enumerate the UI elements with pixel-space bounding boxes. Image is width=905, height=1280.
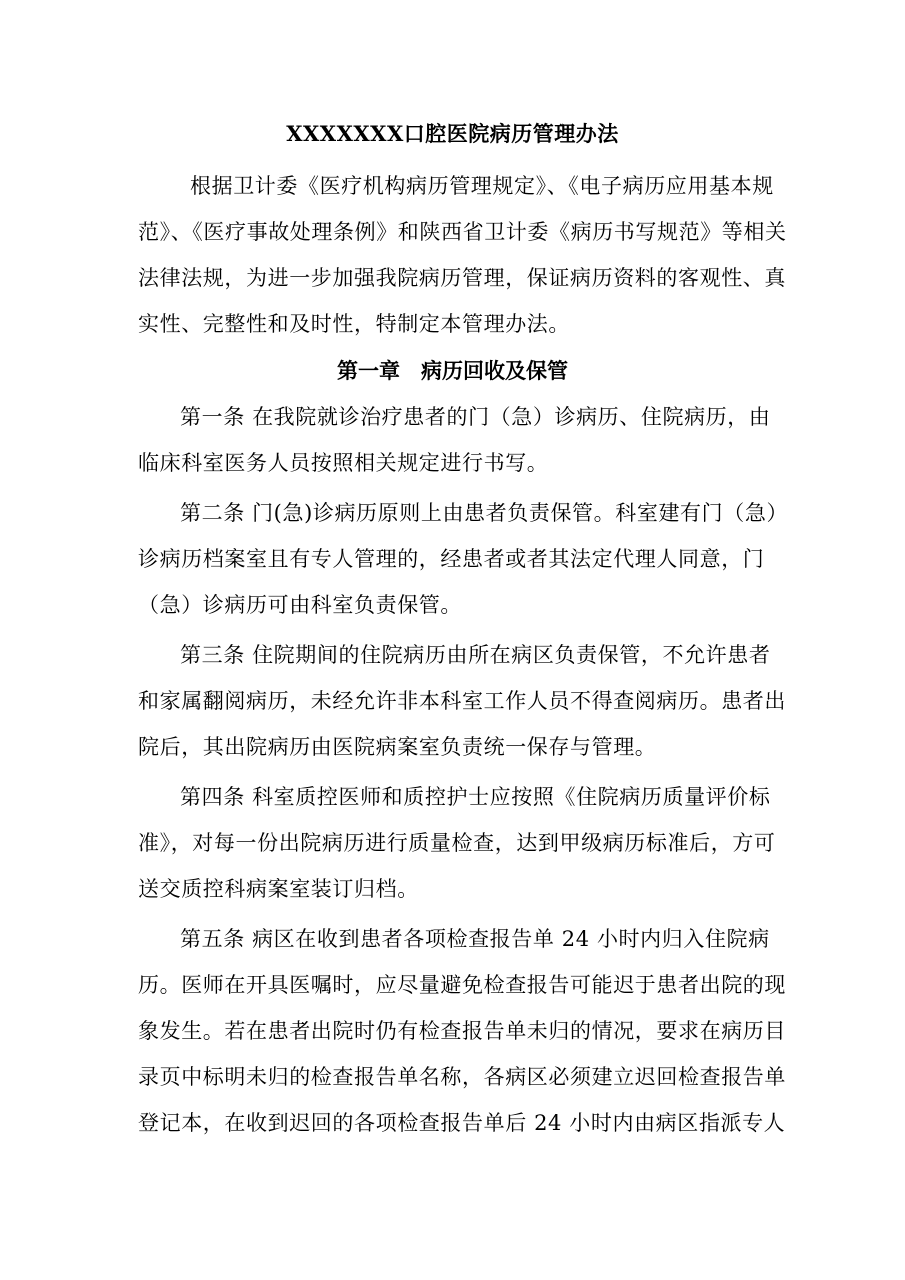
article-3-line-2: 和家属翻阅病历，未经允许非本科室工作人员不得查阅病历。患者出 xyxy=(138,689,786,713)
article-5-line-3: 象发生。若在患者出院时仍有检查报告单未归的情况，要求在病历目 xyxy=(138,1019,786,1043)
article-5-line-1: 第五条 病区在收到患者各项检查报告单 24 小时内归入住院病 xyxy=(180,927,770,951)
article-1-line-2: 临床科室医务人员按照相关规定进行书写。 xyxy=(138,451,549,475)
intro-line-3: 法律法规，为进一步加强我院病历管理，保证病历资料的客观性、真 xyxy=(138,266,786,290)
chapter-1-heading: 第一章 病历回收及保管 xyxy=(337,358,568,383)
article-2-line-1: 第二条 门(急)诊病历原则上由患者负责保管。科室建有门（急） xyxy=(180,501,789,525)
article-4-line-2: 准》，对每一份出院病历进行质量检查，达到甲级病历标准后，方可 xyxy=(138,831,776,855)
article-4-line-3: 送交质控科病案室装订归档。 xyxy=(138,877,419,901)
article-5-line-2: 历。医师在开具医嘱时，应尽量避免检查报告可能迟于患者出院的现 xyxy=(138,973,786,997)
article-5-line-5: 登记本，在收到迟回的各项检查报告单后 24 小时内由病区指派专人 xyxy=(138,1111,786,1135)
article-2-line-2: 诊病历档案室且有专人管理的，经患者或者其法定代理人同意，门 xyxy=(138,547,765,571)
intro-line-1: 根据卫计委《医疗机构病历管理规定》、《电子病历应用基本规 xyxy=(190,174,774,198)
article-3-line-1: 第三条 住院期间的住院病历由所在病区负责保管，不允许患者 xyxy=(180,643,771,667)
article-2-line-3: （急）诊病历可由科室负责保管。 xyxy=(138,593,462,617)
article-3-line-3: 院后，其出院病历由医院病案室负责统一保存与管理。 xyxy=(138,735,657,759)
article-5-line-4: 录页中标明未归的检查报告单名称，各病区必须建立迟回检查报告单 xyxy=(138,1065,786,1089)
intro-line-4: 实性、完整性和及时性，特制定本管理办法。 xyxy=(138,312,570,336)
intro-line-2: 范》、《医疗事故处理条例》和陕西省卫计委《病历书写规范》等相关 xyxy=(138,220,787,244)
article-4-line-1: 第四条 科室质控医师和质控护士应按照《住院病历质量评价标 xyxy=(180,785,771,809)
article-1-line-1: 第一条 在我院就诊治疗患者的门（急）诊病历、住院病历，由 xyxy=(180,405,771,429)
document-title: XXXXXXX口腔医院病历管理办法 xyxy=(286,121,619,146)
